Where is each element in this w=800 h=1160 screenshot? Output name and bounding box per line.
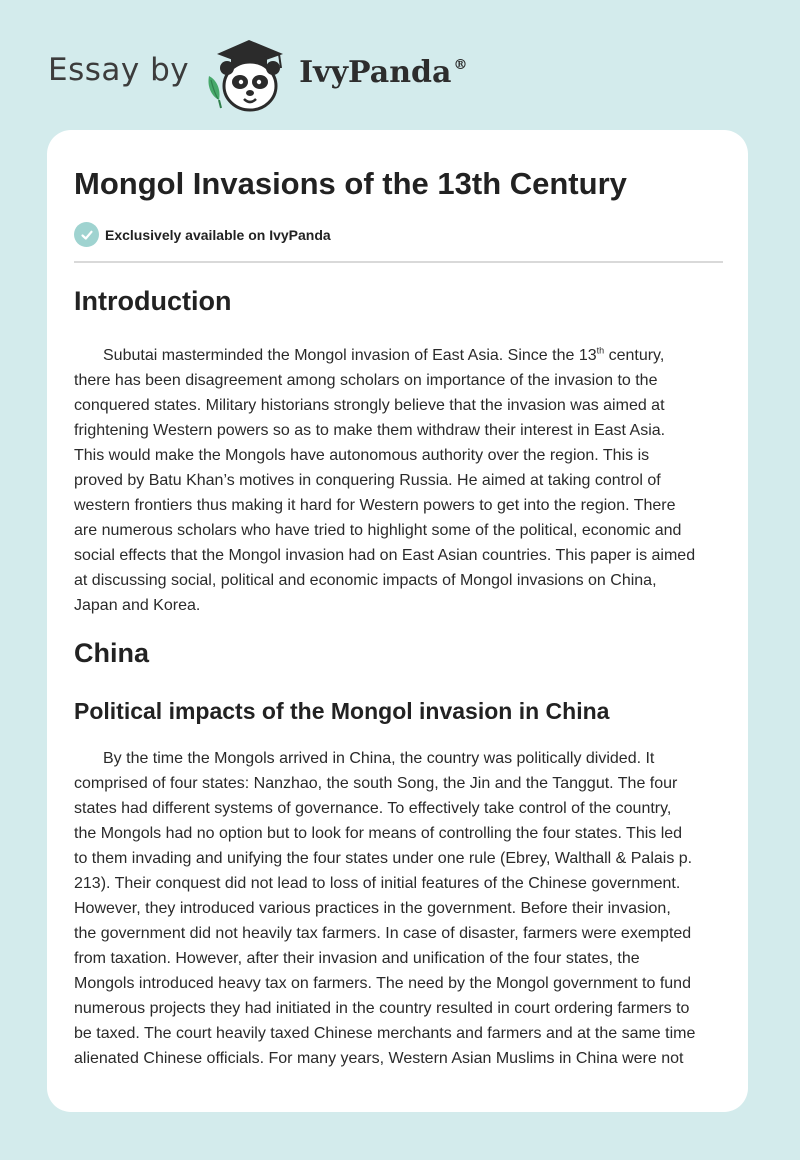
paragraph-line: Japan and Korea. [74,597,201,614]
paragraph-line: at discussing social, political and economic impacts of Mongol invasions on China, [74,572,657,589]
paragraph-line: This would make the Mongols have autonomous authority over the region. This is [74,447,650,464]
essay-card [47,130,748,1112]
paragraph-line: social effects that the Mongol invasion had on East Asian countries. This paper is aimed [74,547,696,564]
divider [74,261,723,263]
paragraph-line [74,343,723,368]
section-heading-introduction: Introduction [74,286,232,316]
paragraph-line: from taxation. However, after their invasion and unification of the four states, the [74,950,640,967]
brand-name[interactable] [299,55,467,90]
china-political-paragraph [74,746,723,1071]
line-text: century, [604,347,665,364]
paragraph-line: Mongols introduced heavy tax on farmers. The need by the Mongol government to fund [74,975,691,992]
paragraph-line: the Mongols had no option but to look for means of controlling the four states. This led [74,825,683,842]
paragraph-line: alienated Chinese officials. For many years, Western Asian Muslims in China were not [74,1050,684,1067]
paragraph-line: 213). Their conquest did not lead to loss of initial features of the Chinese government. [74,875,681,892]
paragraph-line: states had different systems of governance. To effectively take control of the country, [74,800,672,817]
introduction-paragraph [74,343,723,618]
brand-name-text: IvyPanda [299,54,452,90]
paragraph-line: numerous projects they had initiated in the country resulted in court ordering farmers to [74,1000,690,1017]
panda-logo-icon[interactable] [203,34,295,114]
check-icon [74,222,99,247]
registered-mark: ® [453,56,468,73]
paragraph-line: there has been disagreement among scholars on importance of the invasion to the [74,372,658,389]
paragraph-line: to them invading and unifying the four states under one rule (Ebrey, Walthall & Palais p. [74,850,693,867]
subsection-heading-political-impacts: Political impacts of the Mongol invasion in China [74,698,610,724]
paragraph-line: proved by Batu Khan’s motives in conquering Russia. He aimed at taking control of [74,472,661,489]
superscript-th: th [596,345,605,356]
essay-by-label: Essay by [48,52,190,88]
paragraph-line: However, they introduced various practices in the government. Before their invasion, [74,900,671,917]
paragraph-line: are numerous scholars who have tried to highlight some of the political, economic and [74,522,682,539]
line-text: Subutai masterminded the Mongol invasion of East Asia. Since the 13 [103,347,597,364]
paragraph-line: conquered states. Military historians strongly believe that the invasion was aimed at [74,397,665,414]
section-heading-china: China [74,638,150,668]
paragraph-line: By the time the Mongols arrived in China, the country was politically divided. It [103,750,655,767]
exclusive-badge [74,222,331,247]
paragraph-line: the government did not heavily tax farmers. In case of disaster, farmers were exempted [74,925,692,942]
site-header [48,34,467,114]
essay-title: Mongol Invasions of the 13th Century [74,166,627,201]
exclusive-label: Exclusively available on IvyPanda [105,226,331,243]
paragraph-line: be taxed. The court heavily taxed Chinese merchants and farmers and at the same time [74,1025,696,1042]
paragraph-line: frightening Western powers so as to make them withdraw their interest in East Asia. [74,422,666,439]
paragraph-line: western frontiers thus making it hard for Western powers to get into the region. There [74,497,676,514]
paragraph-line: comprised of four states: Nanzhao, the south Song, the Jin and the Tanggut. The four [74,775,678,792]
